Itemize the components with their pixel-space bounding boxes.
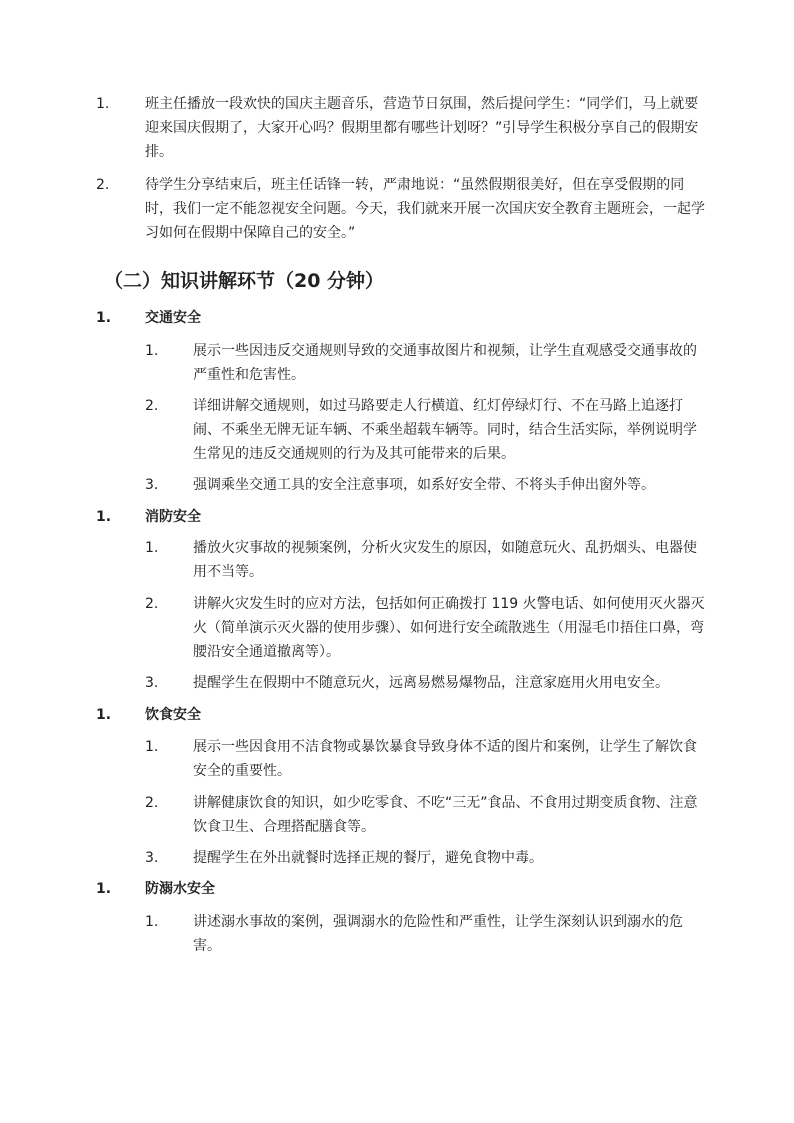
list-item-text: 播放火灾事故的视频案例，分析火灾发生的原因，如随意玩火、乱扔烟头、电器使用不当等。 — [193, 540, 697, 580]
intro-item — [96, 173, 706, 245]
list-item — [145, 846, 705, 870]
section-title: 防溺水安全 — [145, 881, 215, 897]
list-item — [145, 910, 705, 958]
list-item — [145, 536, 705, 584]
list-item-text: 讲解火灾发生时的应对方法，包括如何正确拨打 119 火警电话、如何使用灭火器灭火（简单演示灭火器的使用步骤）、如何进行安全疏散逃生（用湿毛巾捂住口鼻，弯腰沿安全通道撤离等）。 — [193, 596, 705, 660]
list-item-number: 3. — [145, 850, 159, 866]
section-number: 1. — [96, 881, 112, 897]
list-item-number: 3. — [145, 675, 159, 691]
section-title-drowning — [96, 877, 706, 901]
list-item — [145, 791, 705, 839]
section-title: 交通安全 — [145, 310, 201, 326]
intro-item-text: 班主任播放一段欢快的国庆主题音乐，营造节日氛围，然后提问学生：“同学们，马上就要迎来国庆假期了，大家开心吗？假期里都有哪些计划呀？”引导学生积极分享自己的假期安排。 — [145, 96, 699, 160]
section-title: 饮食安全 — [145, 707, 201, 723]
list-item-text: 讲解健康饮食的知识，如少吃零食、不吃“三无”食品、不食用过期变质食物、注意饮食卫生、合理搭配膳食等。 — [193, 795, 698, 835]
section-number: 1. — [96, 707, 112, 723]
list-item-number: 1. — [145, 343, 159, 359]
list-item-text: 展示一些因违反交通规则导致的交通事故图片和视频，让学生直观感受交通事故的严重性和危害性。 — [193, 343, 697, 383]
list-item — [145, 394, 705, 466]
intro-item-number: 1. — [96, 96, 110, 112]
section-heading: （二）知识讲解环节（20 分钟） — [104, 270, 385, 292]
list-item-number: 2. — [145, 398, 159, 414]
list-item-number: 1. — [145, 540, 159, 556]
list-item-number: 1. — [145, 739, 159, 755]
intro-item-text: 待学生分享结束后，班主任话锋一转，严肃地说：“虽然假期很美好，但在享受假期的同时，我们一定不能忽视安全问题。今天，我们就来开展一次国庆安全教育主题班会，一起学习如何在假期中保障自己的安全。” — [145, 177, 705, 241]
section-title-food — [96, 703, 706, 727]
section-title-traffic — [96, 306, 706, 330]
list-item — [145, 592, 705, 664]
list-item-text: 展示一些因食用不洁食物或暴饮暴食导致身体不适的图片和案例，让学生了解饮食安全的重要性。 — [193, 739, 697, 779]
list-item-text: 提醒学生在外出就餐时选择正规的餐厅，避免食物中毒。 — [193, 850, 543, 866]
list-item-text: 讲述溺水事故的案例，强调溺水的危险性和严重性，让学生深刻认识到溺水的危害。 — [193, 914, 683, 954]
list-item-number: 2. — [145, 596, 159, 612]
section-title-fire — [96, 505, 706, 529]
list-item-text: 详细讲解交通规则，如过马路要走人行横道、红灯停绿灯行、不在马路上追逐打闹、不乘坐无牌无证车辆、不乘坐超载车辆等。同时，结合生活实际，举例说明学生常见的违反交通规则的行为及其可能带来的后果。 — [193, 398, 697, 462]
list-item-text: 强调乘坐交通工具的安全注意事项，如系好安全带、不将头手伸出窗外等。 — [193, 477, 655, 493]
list-item — [145, 735, 705, 783]
list-item — [145, 473, 705, 497]
section-title: 消防安全 — [145, 509, 201, 525]
intro-item — [96, 92, 706, 164]
list-item-number: 3. — [145, 477, 159, 493]
section-number: 1. — [96, 509, 112, 525]
section-number: 1. — [96, 310, 112, 326]
list-item — [145, 339, 705, 387]
list-item-number: 1. — [145, 914, 159, 930]
intro-item-number: 2. — [96, 177, 110, 193]
list-item-text: 提醒学生在假期中不随意玩火，远离易燃易爆物品，注意家庭用火用电安全。 — [193, 675, 669, 691]
list-item-number: 2. — [145, 795, 159, 811]
list-item — [145, 671, 705, 695]
